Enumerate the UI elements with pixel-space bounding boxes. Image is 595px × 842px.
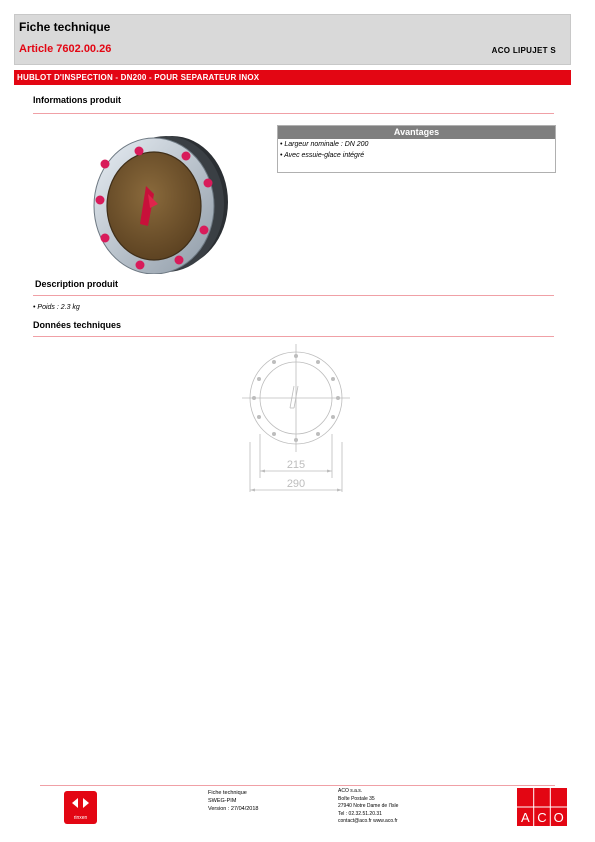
description-item: • Poids : 2.3 kg [33, 304, 80, 311]
aco-letter: C [537, 810, 547, 825]
footer-company-line: Tel : 02.32.51.20.31 [338, 810, 382, 817]
footer-company-info [338, 788, 398, 826]
product-image [86, 124, 236, 274]
section-divider [33, 295, 554, 296]
section-title-description: Description produit [35, 279, 118, 289]
footer-company-line: ACO s.a.s. [338, 788, 363, 794]
brand-logo-left [64, 791, 97, 824]
footer-divider [40, 785, 555, 786]
technical-drawing [238, 344, 350, 494]
footer-company-line: 27940 Notre Dame de l'Isle [338, 803, 399, 809]
footer-company-line: Boîte Postale 35 [338, 795, 375, 802]
footer-doc-line: Version : 27/04/2018 [208, 806, 259, 812]
dim-inner-label: 215 [286, 459, 306, 471]
section-title-technical: Données techniques [33, 320, 122, 330]
advantages-heading: Avantages [278, 126, 555, 139]
footer-doc-line: SWEG-PIM [208, 798, 237, 804]
product-banner: HUBLOT D'INSPECTION - DN200 - POUR SEPARATEUR INOX [14, 70, 571, 85]
article-number: Article 7602.00.26 [19, 43, 112, 55]
header-box [14, 14, 571, 65]
footer-doc-info [208, 789, 258, 813]
footer-doc-line: Fiche technique [208, 790, 247, 796]
advantages-box [277, 125, 556, 173]
advantage-item: • Avec essuie-glace intégré [280, 152, 365, 159]
aco-letter: O [553, 810, 564, 825]
dim-outer-label: 290 [286, 478, 306, 490]
left-logo-text: rinxen [73, 815, 88, 821]
aco-logo [517, 788, 567, 826]
section-divider [33, 336, 554, 337]
footer-company-line: contact@aco.fr www.aco.fr [338, 818, 398, 824]
product-line: ACO LIPUJET S [491, 46, 556, 55]
aco-letter: A [520, 810, 530, 825]
doc-title: Fiche technique [19, 20, 111, 34]
section-title-info: Informations produit [33, 95, 121, 105]
advantage-item: • Largeur nominale : DN 200 [280, 141, 369, 148]
section-divider [33, 113, 554, 114]
